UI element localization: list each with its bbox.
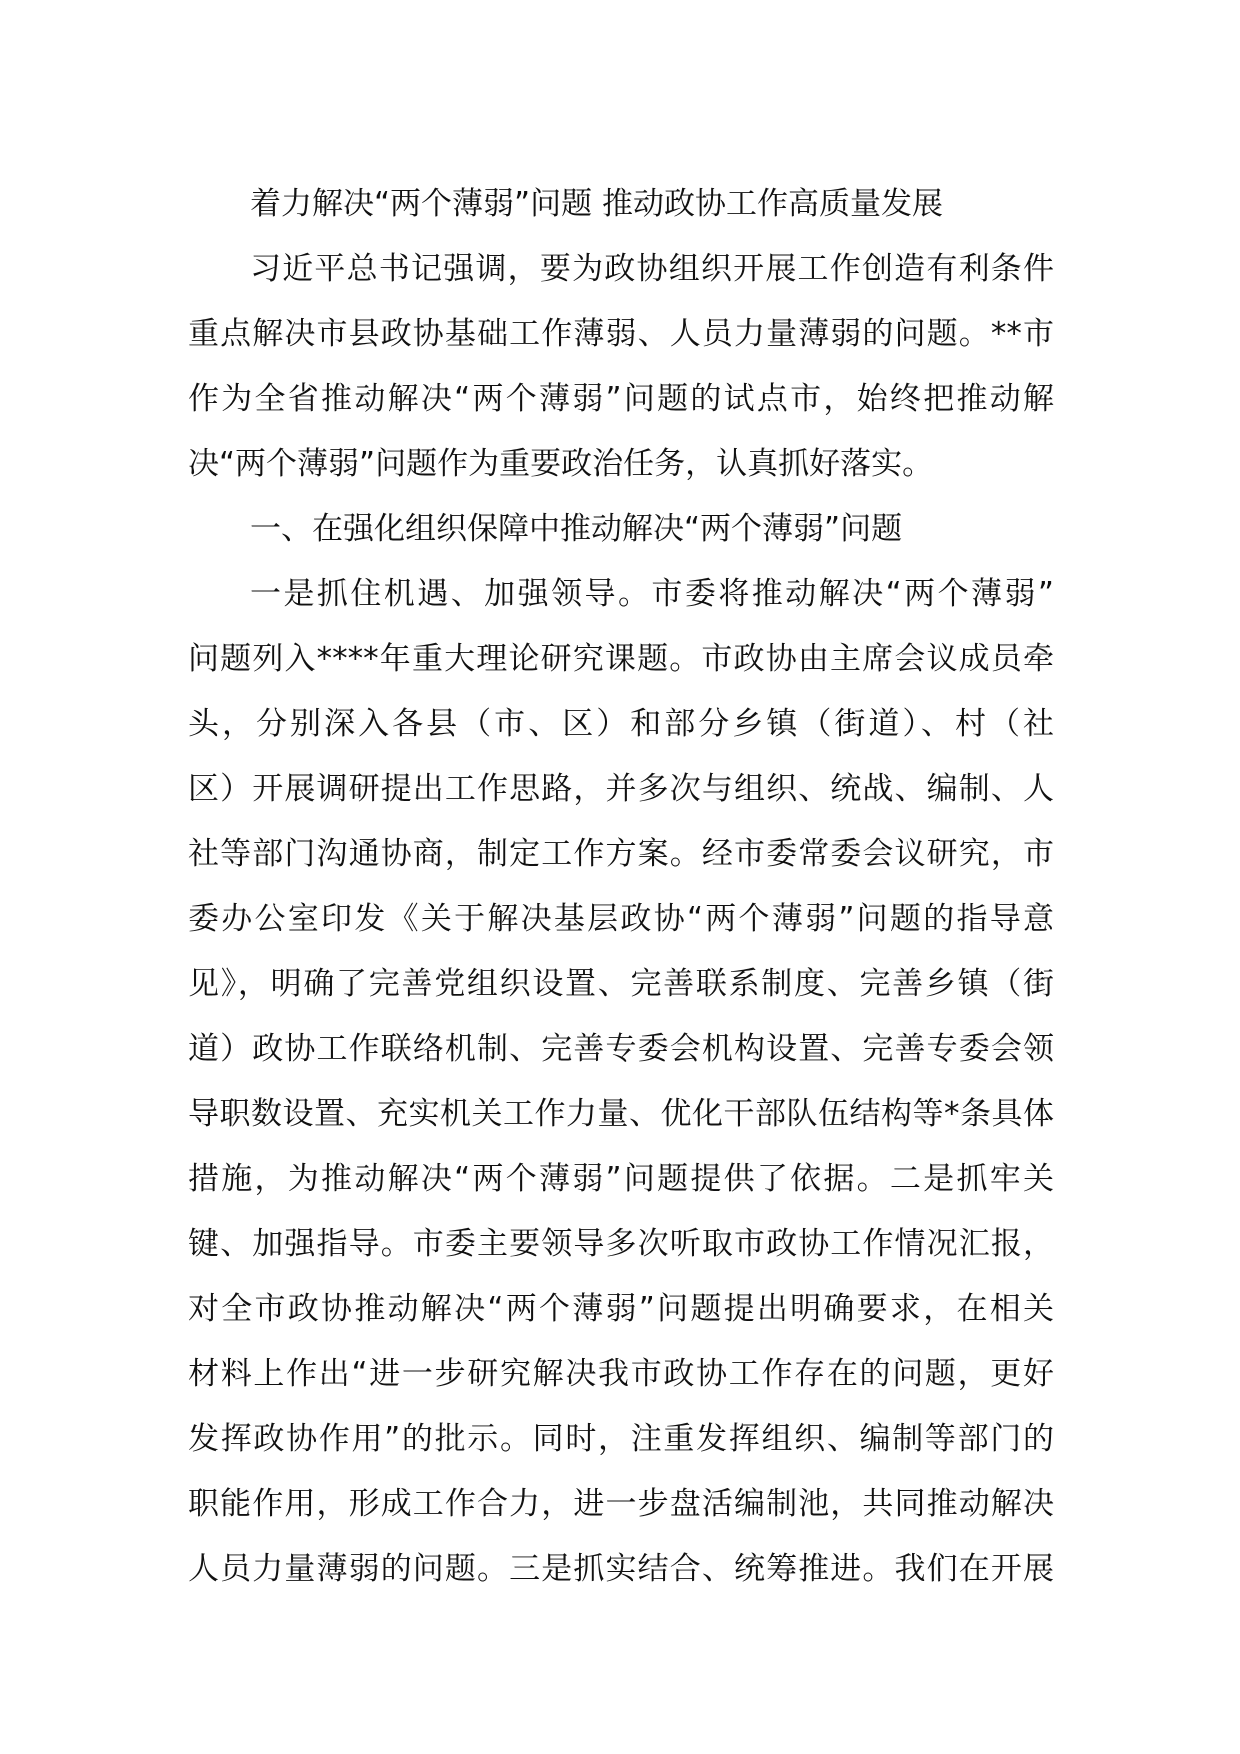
section-heading: 一、在强化组织保障中推动解决“两个薄弱”问题 <box>250 511 903 547</box>
paragraph-line: 人员力量薄弱的问题。三是抓实结合、统筹推进。我们在开展 <box>188 1551 1054 1587</box>
paragraph-line: 重点解决市县政协基础工作薄弱、人员力量薄弱的问题。**市 <box>188 316 1054 352</box>
paragraph-line: 社等部门沟通协商，制定工作方案。经市委常委会议研究，市 <box>188 836 1054 872</box>
paragraph-line: 委办公室印发《关于解决基层政协“两个薄弱”问题的指导意 <box>188 901 1054 937</box>
paragraph-line: 决“两个薄弱”问题作为重要政治任务，认真抓好落实。 <box>188 446 934 482</box>
paragraph-line: 头，分别深入各县（市、区）和部分乡镇（街道）、村（社 <box>188 706 1054 742</box>
paragraph-line: 发挥政协作用”的批示。同时，注重发挥组织、编制等部门的 <box>188 1421 1054 1457</box>
paragraph-line: 材料上作出“进一步研究解决我市政协工作存在的问题，更好 <box>188 1356 1054 1392</box>
paragraph-line: 导职数设置、充实机关工作力量、优化干部队伍结构等*条具体 <box>188 1096 1054 1132</box>
document-title: 着力解决“两个薄弱”问题 推动政协工作高质量发展 <box>250 186 943 222</box>
paragraph-line: 作为全省推动解决“两个薄弱”问题的试点市，始终把推动解 <box>188 381 1054 417</box>
document-body <box>188 172 1054 1602</box>
paragraph-line: 习近平总书记强调，要为政协组织开展工作创造有利条件 <box>250 251 1054 287</box>
paragraph-line: 问题列入****年重大理论研究课题。市政协由主席会议成员牵 <box>188 641 1054 677</box>
paragraph-line: 区）开展调研提出工作思路，并多次与组织、统战、编制、人 <box>188 771 1054 807</box>
paragraph-line: 键、加强指导。市委主要领导多次听取市政协工作情况汇报， <box>188 1226 1054 1262</box>
paragraph-line: 措施，为推动解决“两个薄弱”问题提供了依据。二是抓牢关 <box>188 1161 1054 1197</box>
paragraph-line: 对全市政协推动解决“两个薄弱”问题提出明确要求，在相关 <box>188 1291 1054 1327</box>
paragraph-line: 道）政协工作联络机制、完善专委会机构设置、完善专委会领 <box>188 1031 1054 1067</box>
paragraph-line: 职能作用，形成工作合力，进一步盘活编制池，共同推动解决 <box>188 1486 1054 1522</box>
paragraph-line: 一是抓住机遇、加强领导。市委将推动解决“两个薄弱” <box>250 576 1054 612</box>
paragraph-line: 见》，明确了完善党组织设置、完善联系制度、完善乡镇（街 <box>188 966 1054 1002</box>
